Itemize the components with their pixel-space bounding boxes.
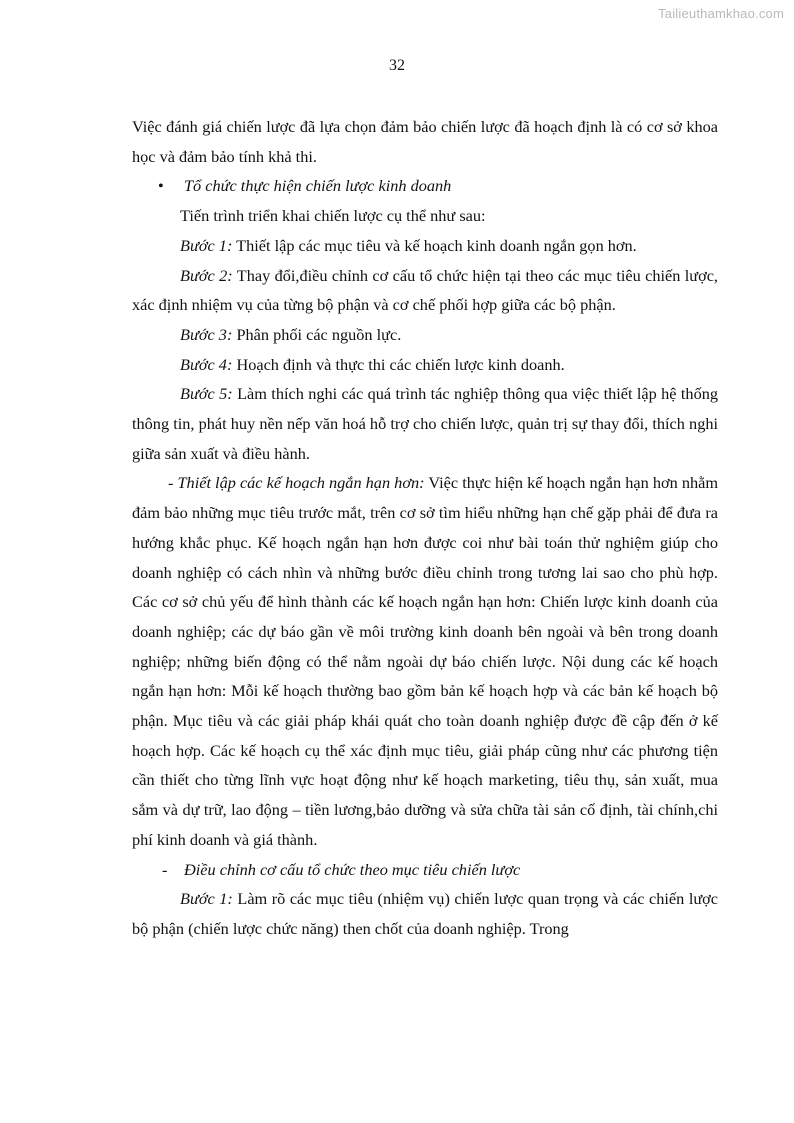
paragraph-short-term-plans bbox=[132, 468, 718, 854]
step-label: Bước 1: bbox=[180, 235, 233, 255]
step-label: Bước 2: bbox=[180, 265, 233, 285]
step-label: Bước 5: bbox=[180, 384, 233, 404]
paragraph-step-5 bbox=[132, 379, 718, 468]
page-number: 32 bbox=[389, 57, 405, 74]
step-label: Bước 3: bbox=[180, 324, 233, 344]
step-label: Bước 4: bbox=[180, 354, 233, 374]
dash-heading-text: Điều chỉnh cơ cấu tổ chức theo mục tiêu chiến lược bbox=[184, 859, 521, 879]
paragraph-step-2 bbox=[132, 261, 718, 320]
step-text: Làm thích nghi các quá trình tác nghiệp thông qua việc thiết lập hệ thống thông tin, phát huy nền nếp văn hoá hỗ trợ cho chiến lược, quản trị sự thay đổi, thích nghi giữa sản xuất và điều hành. bbox=[132, 384, 718, 463]
step-text: Làm rõ các mục tiêu (nhiệm vụ) chiến lược quan trọng và các chiến lược bộ phận (chiến lược chức năng) then chốt của doanh nghiệp. Trong bbox=[132, 889, 719, 938]
step-text: Phân phối các nguồn lực. bbox=[232, 324, 402, 344]
document-body bbox=[132, 112, 718, 944]
plan-label: - Thiết lập các kế hoạch ngắn hạn hơn: bbox=[168, 473, 425, 493]
step-text: Thiết lập các mục tiêu và kế hoạch kinh doanh ngắn gọn hơn. bbox=[232, 235, 637, 255]
paragraph-step-4 bbox=[132, 350, 718, 380]
dash-icon: - bbox=[162, 859, 168, 879]
step-text: Thay đổi,điều chỉnh cơ cấu tổ chức hiện tại theo các mục tiêu chiến lược, xác định nhiệm vụ của từng bộ phận và cơ chế phối hợp giữa các bộ phận. bbox=[132, 265, 719, 315]
paragraph-step-3 bbox=[132, 320, 718, 350]
plan-text: Việc thực hiện kế hoạch ngắn hạn hơn nhằm đảm bảo những mục tiêu trước mắt, trên cơ sở tìm hiểu những hạn chế gặp phải để đưa ra hướng khắc phục. Kế hoạch ngắn hạn hơn được coi như bài toán thử nghiệm giúp cho doanh nghiệp có cách nhìn và những bước điều chỉnh trong tương lai sao cho phù hợp. Các cơ sở chủ yếu để hình thành các kế hoạch ngắn hạn hơn: Chiến lược kinh doanh của doanh nghiệp; các dự báo gần về môi trường kinh doanh bên ngoài và bên trong doanh nghiệp; những biến động có thể nằm ngoài dự báo chiến lược. Nội dung các kế hoạch ngắn hạn hơn: Mỗi kế hoạch thường bao gồm bản kế hoạch hợp và các bản kế hoạch bộ phận. Mục tiêu và các giải pháp khái quát cho toàn doanh nghiệp được đề cập đến ở kế hoạch hợp. Các kế hoạch cụ thể xác định mục tiêu, giải pháp cũng như các phương tiện cần thiết cho từng lĩnh vực hoạt động như kế hoạch marketing, tiêu thụ, sản xuất, mua sắm và dự trữ, lao động – tiền lương,bảo dưỡng và sửa chữa tài sản cố định, tài chính,chi phí kinh doanh và giá thành. bbox=[132, 473, 718, 849]
step-text: Hoạch định và thực thi các chiến lược kinh doanh. bbox=[232, 354, 565, 374]
dash-heading bbox=[132, 855, 718, 885]
step-label: Bước 1: bbox=[180, 889, 233, 909]
paragraph-step-1 bbox=[132, 231, 718, 261]
watermark-text: Tailieuthamkhao.com bbox=[658, 6, 784, 21]
paragraph-final-step-1 bbox=[132, 884, 718, 943]
paragraph-intro: Tiến trình triển khai chiến lược cụ thể như sau: bbox=[180, 206, 486, 226]
bullet-heading bbox=[132, 171, 718, 201]
paragraph-evaluation: Việc đánh giá chiến lược đã lựa chọn đảm bảo chiến lược đã hoạch định là có cơ sở khoa học và đảm bảo tính khả thi. bbox=[132, 117, 718, 166]
bullet-heading-text: Tổ chức thực hiện chiến lược kinh doanh bbox=[184, 176, 452, 196]
bullet-icon: • bbox=[158, 176, 164, 196]
